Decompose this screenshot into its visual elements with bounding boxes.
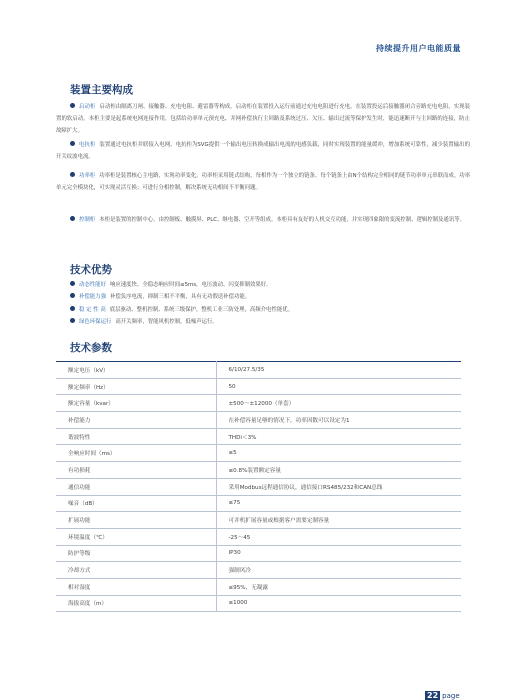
param-label: 额定容量（kvar）	[56, 395, 216, 412]
param-label: 海拔高度（m）	[56, 595, 216, 612]
bullet-icon	[70, 281, 75, 286]
param-label: 全响应时间（ms）	[56, 445, 216, 462]
advantage-text: 高开关频率，智能风机控制，低噪声运行。	[115, 318, 218, 325]
page-header-title: 持续提升用户电能质量	[376, 44, 461, 53]
param-value: ≤95%，无凝露	[216, 578, 461, 595]
table-row	[56, 412, 461, 429]
advantages-list	[70, 279, 470, 328]
advantage-text: 补偿负序电流，抑制三相不平衡，具有无功假送补偿功能。	[109, 294, 251, 301]
bullet-icon	[70, 306, 75, 311]
item-text: 启动柜由隔离刀闸、接触器、充电电阻、避雷器等构成。启动柜在装置投入运行前通过充电电阻进行充电，在装置投运后接触器闭合旁路充电电阻，实现装置的软启动。本柜主要是起系统电网连接作用，包括给功率单元预充电、并网补偿执行主回路及系统过压、欠压、输出过流等保护发生时，能迅速断开与主回路的连接，防止故障扩大。	[56, 104, 470, 135]
item-term: 电抗柜	[79, 142, 96, 148]
bullet-icon	[70, 172, 75, 177]
param-value: ≤0.8%装置额定容量	[216, 462, 461, 479]
section-title-structure: 装置主要构成	[70, 84, 133, 96]
param-label: 环境温度（℃）	[56, 528, 216, 545]
param-value: ±500～±12000（单套）	[216, 395, 461, 412]
structure-item-control-cabinet	[56, 214, 470, 226]
bullet-icon	[70, 141, 75, 146]
table-row	[56, 362, 461, 379]
table-row	[56, 528, 461, 545]
param-value: THDi＜3%	[216, 428, 461, 445]
param-value: ≤5	[216, 445, 461, 462]
advantage-item	[70, 304, 470, 316]
param-value: ≤1000	[216, 595, 461, 612]
param-value: 可并机扩展容量或根据客户需要定制容量	[216, 512, 461, 529]
param-value: -25～45	[216, 528, 461, 545]
table-row	[56, 445, 461, 462]
param-label: 相对湿度	[56, 578, 216, 595]
param-value: 强制风冷	[216, 562, 461, 579]
item-text: 功率柜是装置核心主电路，实现功率变化。功率柜采用链式结构，每相作为一个独立的链条。每个链条上由N个结构完全相同的链节功率单元串联而成。功率单元完全模块化，可实现灵活互换；可进行分相控制，解决系统无功相间不平衡问题。	[56, 173, 470, 192]
table-row	[56, 595, 461, 612]
advantage-text: 底层驱动、整机控制、系统三级保护，整机工业三防处理，高频介电性能优。	[109, 306, 294, 313]
section-title-advantages: 技术优势	[70, 264, 112, 276]
page-number-badge	[425, 691, 460, 700]
param-label: 防护等级	[56, 545, 216, 562]
section-title-params: 技术参数	[70, 342, 112, 354]
table-row	[56, 545, 461, 562]
params-table	[56, 361, 461, 612]
table-row	[56, 562, 461, 579]
structure-item-power-cabinet	[56, 170, 470, 194]
advantage-term: 补偿能力强	[79, 294, 106, 301]
item-term: 控制柜	[79, 217, 96, 223]
table-row	[56, 378, 461, 395]
page-number: 22	[427, 691, 439, 700]
item-text: 本柜是装置的控制中心，由控制板、触摸屏、PLC、继电器、空开等组成。本柜具有友好的人机交互功能，并实现四象限的变流控制、逻辑控制及通讯等。	[99, 217, 465, 223]
table-row	[56, 578, 461, 595]
table-row	[56, 395, 461, 412]
advantage-term: 动态性能好	[79, 282, 106, 288]
table-row	[56, 495, 461, 512]
table-row	[56, 512, 461, 529]
param-value: 50	[216, 378, 461, 395]
advantage-text: 响应速度快、全稳态响应时间≤5ms，电压波动、闪变抑制效果好。	[109, 282, 272, 288]
param-label: 补偿能力	[56, 412, 216, 429]
item-term: 启动柜	[79, 104, 96, 110]
item-text: 装置通过电抗柜并联接入电网。电抗柜为SVG提供一个输出电压转换成输出电流的电感负载，同时实现装置的能量缓冲，增加系统可靠性，减少装置输出的开关纹波电流。	[56, 142, 470, 161]
param-value: 6/10/27.5/35	[216, 362, 461, 379]
advantage-term: 稳 定 性 高	[79, 306, 106, 313]
structure-item-start-cabinet	[56, 101, 470, 138]
advantage-item	[70, 279, 470, 291]
param-value: ≤75	[216, 495, 461, 512]
table-row	[56, 462, 461, 479]
param-label: 额定频率（Hz）	[56, 378, 216, 395]
param-label: 扩展功能	[56, 512, 216, 529]
bullet-icon	[70, 318, 75, 323]
bullet-icon	[70, 103, 75, 108]
structure-item-reactor-cabinet	[56, 139, 470, 163]
advantage-item	[70, 291, 470, 303]
param-label: 谐波特性	[56, 428, 216, 445]
param-value: 采用Modbus远程通信协议，通信接口RS485/232和CAN总线	[216, 478, 461, 495]
param-label: 额定电压（kV）	[56, 362, 216, 379]
param-value: 在补偿容量足够的情况下，功率因数可以设定为1	[216, 412, 461, 429]
param-label: 冷却方式	[56, 562, 216, 579]
param-label: 有功损耗	[56, 462, 216, 479]
table-row	[56, 478, 461, 495]
param-label: 通信功能	[56, 478, 216, 495]
item-term: 功率柜	[79, 173, 96, 179]
page-word: page	[442, 692, 460, 700]
advantage-item	[70, 316, 470, 328]
advantage-term: 绿色环保运行	[79, 318, 112, 325]
table-row	[56, 428, 461, 445]
bullet-icon	[70, 293, 75, 298]
param-value: IP30	[216, 545, 461, 562]
param-label: 噪音（dB）	[56, 495, 216, 512]
bullet-icon	[70, 216, 75, 221]
